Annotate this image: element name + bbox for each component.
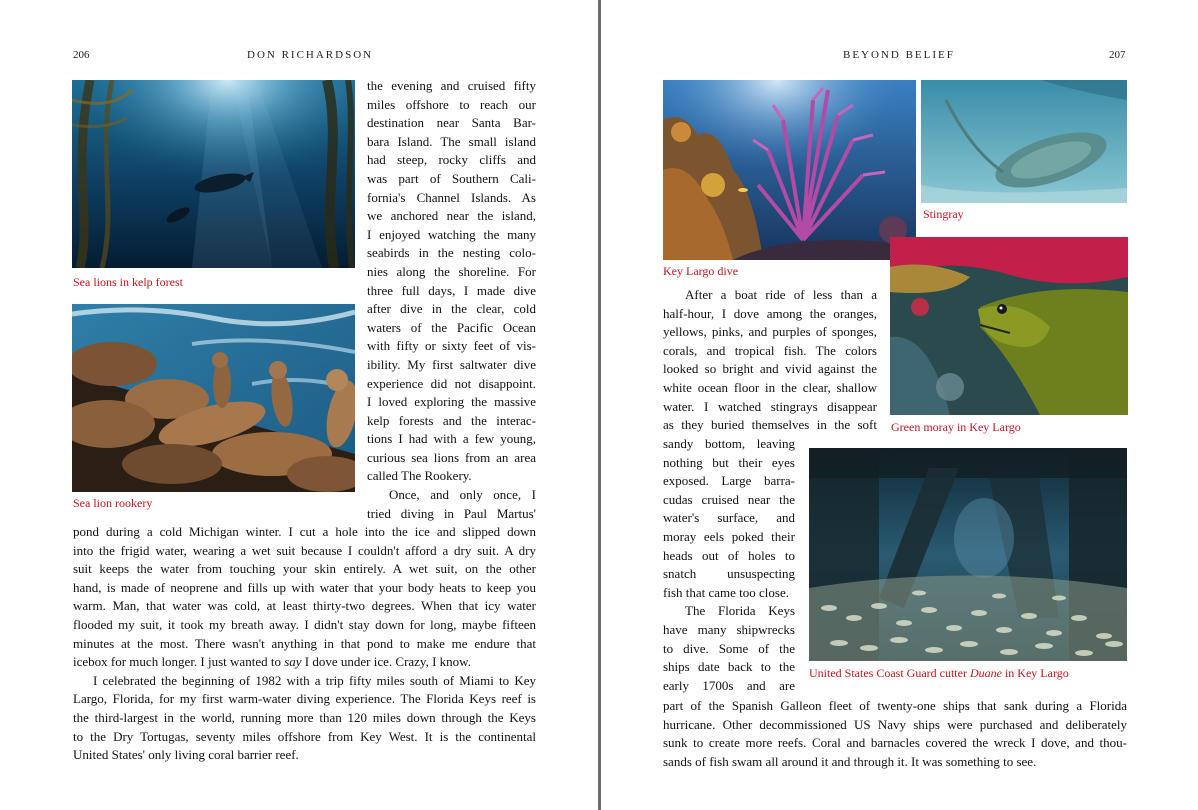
text-line: the evening and cruised fifty (367, 78, 536, 93)
photo-stingray (921, 80, 1127, 203)
text-line: as they buried themselves in the soft (663, 417, 877, 433)
page-number-right: 207 (1109, 49, 1126, 61)
text-line: seabirds in the nesting colo- (367, 245, 536, 261)
text-line: suit keeps the water from touching your skin entirely. A wet suit, on the other (73, 561, 536, 577)
text-line: corals, and tropical fish. The colors (663, 342, 877, 358)
caption-sea-lion-rookery: Sea lion rookery (73, 496, 153, 510)
text-line: heads out of holes to (663, 547, 795, 563)
text-line: I celebrated the beginning of 1982 with a trip fifty miles south of Miami to Key (93, 672, 536, 688)
text-line: to the Dry Tortugas, seventy miles offshore from Key West. It is the continental (73, 728, 536, 744)
right-page (601, 0, 1198, 810)
text-line: Once, and only once, I (389, 487, 536, 503)
left-page (0, 0, 598, 810)
running-head-left: DON RICHARDSON (247, 49, 374, 61)
text-line: ships date back to the (663, 659, 795, 675)
text-line: part of the Spanish Galleon fleet of twenty-one ships that sank during a Florida (663, 698, 1127, 713)
running-head-right: BEYOND BELIEF (843, 49, 955, 61)
text-line: tried diving in Paul Martus' (367, 505, 536, 521)
text-line: three full days, I made dive (367, 282, 536, 298)
text-line: hand, is made of neoprene and fills up with water that your body heats to keep you (73, 579, 536, 595)
text-line: half-hour, I dove among the oranges, (663, 305, 877, 321)
text-line: ibility. My first saltwater dive (367, 356, 536, 372)
left-text-column (367, 77, 536, 523)
text-line: flooded my suit, it took my breath away. I didn't stay down for long, maybe fifteen (73, 616, 536, 632)
text-line: to dive. Some of the (663, 640, 795, 656)
photo-key-largo-dive (663, 80, 916, 260)
text-line: the third-largest in the world, running more than 120 miles down through the Keys (73, 709, 536, 725)
text-line: with fifty or sixty feet of vis- (367, 338, 536, 354)
text-line: kelp forests and the interac- (367, 412, 536, 428)
caption-sea-lions-kelp: Sea lions in kelp forest (73, 275, 183, 289)
text-line: hurricane. Other decommissioned US Navy ships were purchased and deliberately (663, 716, 1127, 732)
caption-green-moray: Green moray in Key Largo (891, 420, 1021, 434)
text-line: cudas cruised near the (663, 491, 795, 507)
text-line: United States' only living coral barrier reef. (73, 747, 299, 763)
text-line: sands of fish swam all around it and through it. It was something to see. (663, 753, 1037, 769)
text-line: pond during a cold Michigan winter. I cut a hole into the ice and slipped down (73, 524, 536, 539)
text-line: curious sea lions from an area (367, 449, 536, 465)
text-line: tions I had with a few young, (367, 431, 536, 447)
text-line: miles offshore to reach our (367, 96, 536, 112)
text-line: bara Island. The small island (367, 133, 536, 149)
photo-sea-lion-rookery (72, 304, 355, 492)
text-line: water. I watched stingrays disappear (663, 398, 877, 414)
text-line: looked so bright and vivid against the (663, 361, 877, 377)
photo-green-moray (890, 237, 1128, 415)
text-line: minutes at the most. There wasn't anything in that pond to make me endure that (73, 635, 536, 651)
caption-stingray: Stingray (923, 207, 964, 221)
text-line: white ocean floor in the clear, shallow (663, 379, 877, 395)
right-text-wide (663, 286, 877, 435)
text-line: I enjoyed watching the many (367, 226, 536, 242)
text-line: sandy bottom, leaving (663, 436, 795, 451)
text-line: I loved exploring the massive (367, 394, 536, 410)
text-line: icebox for much longer. I just wanted to say I dove under ice. Crazy, I know. (73, 654, 471, 670)
text-line: called The Rookery. (367, 468, 472, 484)
text-line: sunk to create more reefs. Coral and barnacles covered the wreck I dove, and thou- (663, 735, 1127, 751)
text-line: after dive in the clear, cold (367, 301, 536, 317)
left-body-text (73, 523, 536, 765)
text-line: snatch unsuspecting (663, 566, 795, 582)
photo-sea-lions-kelp (72, 80, 355, 268)
text-line: early 1700s and are (663, 677, 795, 693)
text-line: warm. Man, that water was cold, at least thirty-two degrees. When that icy water (73, 598, 536, 614)
photo-coast-guard-cutter-duane (809, 448, 1127, 661)
text-line: fish that came too close. (663, 584, 789, 600)
text-line: experience did not disappoint. (367, 375, 536, 391)
caption-key-largo-dive: Key Largo dive (663, 264, 739, 278)
text-line: After a boat ride of less than a (685, 287, 877, 302)
text-line: was part of Southern Cali- (367, 170, 536, 186)
text-line: fornia's Channel Islands. As (367, 189, 536, 205)
text-line: had steep, rocky cliffs and (367, 152, 536, 168)
text-line: nies along the shoreline. For (367, 263, 536, 279)
text-line: destination near Santa Bar- (367, 115, 536, 131)
text-line: nothing but their eyes (663, 454, 795, 470)
text-line: The Florida Keys (685, 603, 795, 619)
text-line: exposed. Large barra- (663, 473, 795, 489)
text-line: yellows, pinks, and purples of sponges, (663, 324, 877, 340)
text-line: we anchored near the island, (367, 208, 536, 224)
text-line: water's surface, and (663, 510, 795, 526)
text-line: Largo, Florida, for my first warm-water diving experience. The Florida Keys reef is (73, 691, 536, 707)
text-line: have many shipwrecks (663, 621, 795, 637)
page-number-left: 206 (73, 49, 90, 61)
text-line: waters of the Pacific Ocean (367, 319, 536, 335)
emphasis-say: say (284, 654, 302, 670)
text-line: moray eels poked their (663, 528, 795, 544)
text-line: into the frigid water, wearing a wet suit because I couldn't afford a dry suit. A dry (73, 542, 536, 558)
caption-coast-guard-cutter-duane: United States Coast Guard cutter Duane in Key Largo (809, 666, 1069, 680)
right-body-text (663, 697, 1127, 771)
right-text-narrow (663, 435, 795, 695)
